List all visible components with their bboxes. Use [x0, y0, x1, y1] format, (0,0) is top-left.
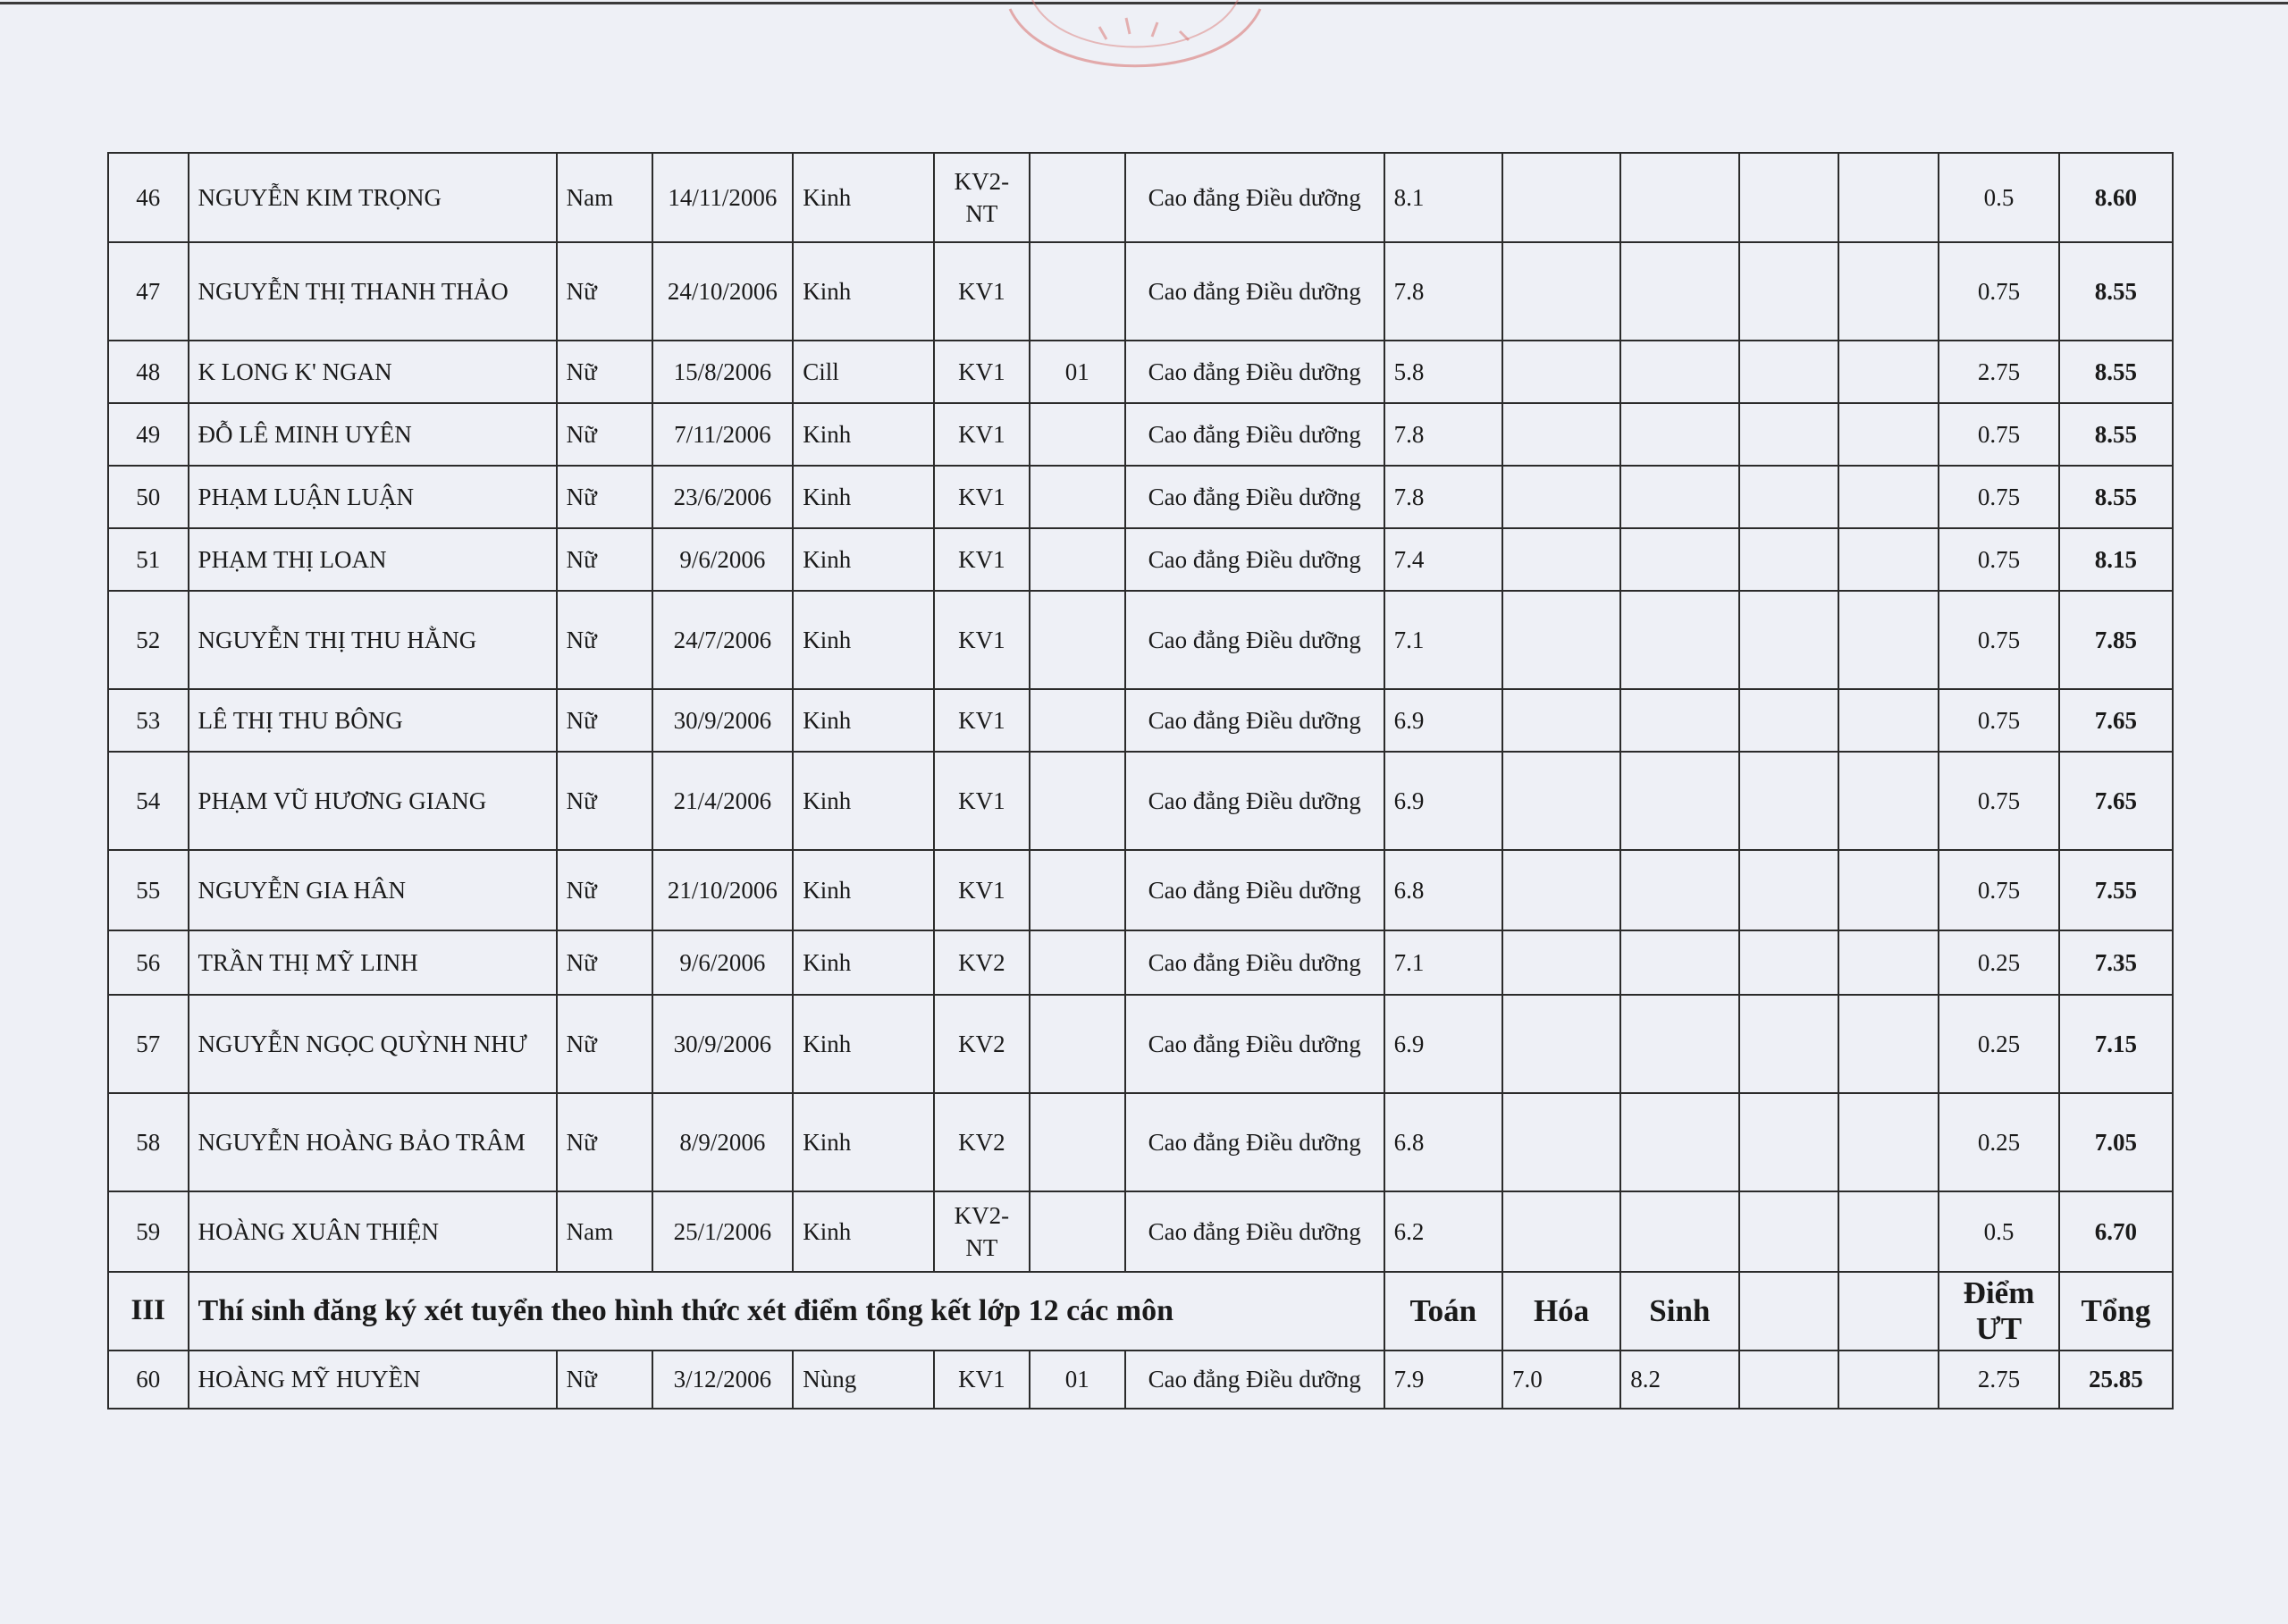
- gender-cell: Nữ: [557, 752, 652, 850]
- candidate-name: NGUYỄN GIA HÂN: [189, 850, 557, 930]
- gender-cell: Nữ: [557, 689, 652, 752]
- blank-cell-1: [1739, 689, 1839, 752]
- table-row: [108, 153, 2173, 242]
- row-number: 54: [108, 752, 189, 850]
- candidate-name: K LONG K' NGAN: [189, 341, 557, 403]
- score-subject-1: 6.9: [1384, 752, 1502, 850]
- total-score: 7.65: [2059, 752, 2173, 850]
- score-subject-3: 8.2: [1620, 1351, 1738, 1409]
- score-subject-3: [1620, 1093, 1738, 1191]
- candidate-name: NGUYỄN NGỌC QUỲNH NHƯ: [189, 995, 557, 1093]
- blank-cell-2: [1838, 403, 1939, 466]
- priority-object: [1030, 242, 1125, 341]
- blank-cell-1: [1739, 591, 1839, 689]
- ethnicity-cell: Kinh: [793, 1191, 934, 1272]
- blank-cell-2: [1838, 752, 1939, 850]
- blank-cell-2: [1838, 1351, 1939, 1409]
- blank-cell-2: [1838, 528, 1939, 591]
- major-name: Cao đẳng Điều dưỡng: [1125, 1093, 1384, 1191]
- priority-points: 0.25: [1939, 930, 2058, 995]
- score-subject-1: 7.8: [1384, 242, 1502, 341]
- ethnicity-cell: Kinh: [793, 466, 934, 528]
- score-subject-3: [1620, 930, 1738, 995]
- priority-object: 01: [1030, 341, 1125, 403]
- row-number: 47: [108, 242, 189, 341]
- table-row: [108, 930, 2173, 995]
- score-subject-3: [1620, 341, 1738, 403]
- priority-object: 01: [1030, 1351, 1125, 1409]
- major-name: Cao đẳng Điều dưỡng: [1125, 591, 1384, 689]
- score-subject-3: [1620, 850, 1738, 930]
- score-subject-1: 7.1: [1384, 591, 1502, 689]
- table-row: [108, 1093, 2173, 1191]
- blank-cell-2: [1838, 930, 1939, 995]
- priority-object: [1030, 930, 1125, 995]
- score-subject-1: 5.8: [1384, 341, 1502, 403]
- candidate-results-table: [107, 152, 2174, 1409]
- score-subject-1: 7.1: [1384, 930, 1502, 995]
- candidate-name: LÊ THỊ THU BÔNG: [189, 689, 557, 752]
- blank-cell-2: [1838, 689, 1939, 752]
- priority-object: [1030, 995, 1125, 1093]
- major-name: Cao đẳng Điều dưỡng: [1125, 689, 1384, 752]
- score-subject-2: [1502, 341, 1620, 403]
- birth-date: 15/8/2006: [652, 341, 794, 403]
- priority-points: 0.25: [1939, 995, 2058, 1093]
- gender-cell: Nữ: [557, 403, 652, 466]
- ethnicity-cell: Cill: [793, 341, 934, 403]
- column-header-s3: Sinh: [1620, 1272, 1738, 1351]
- score-subject-1: 6.9: [1384, 689, 1502, 752]
- birth-date: 24/7/2006: [652, 591, 794, 689]
- red-seal-stamp-icon: [992, 0, 1278, 80]
- priority-object: [1030, 1191, 1125, 1272]
- blank-cell-1: [1739, 403, 1839, 466]
- total-score: 25.85: [2059, 1351, 2173, 1409]
- gender-cell: Nữ: [557, 528, 652, 591]
- area-code: KV1: [934, 341, 1030, 403]
- blank-cell-2: [1838, 591, 1939, 689]
- ethnicity-cell: Kinh: [793, 242, 934, 341]
- ethnicity-cell: Kinh: [793, 752, 934, 850]
- blank-cell-2: [1838, 850, 1939, 930]
- candidate-name: PHẠM VŨ HƯƠNG GIANG: [189, 752, 557, 850]
- total-score: 8.60: [2059, 153, 2173, 242]
- row-number: 57: [108, 995, 189, 1093]
- candidate-name: NGUYỄN THỊ THANH THẢO: [189, 242, 557, 341]
- candidate-name: HOÀNG MỸ HUYỀN: [189, 1351, 557, 1409]
- ethnicity-cell: Kinh: [793, 930, 934, 995]
- score-subject-2: [1502, 591, 1620, 689]
- area-code: KV1: [934, 403, 1030, 466]
- row-number: 50: [108, 466, 189, 528]
- ethnicity-cell: Kinh: [793, 850, 934, 930]
- total-score: 7.15: [2059, 995, 2173, 1093]
- row-number: 60: [108, 1351, 189, 1409]
- priority-points: 0.75: [1939, 689, 2058, 752]
- table-row: [108, 528, 2173, 591]
- score-subject-1: 8.1: [1384, 153, 1502, 242]
- total-score: 7.85: [2059, 591, 2173, 689]
- section-header-row: [108, 1272, 2173, 1351]
- gender-cell: Nữ: [557, 466, 652, 528]
- area-code: KV1: [934, 242, 1030, 341]
- table-row: [108, 591, 2173, 689]
- table-row: [108, 995, 2173, 1093]
- score-subject-2: [1502, 850, 1620, 930]
- blank-cell-1: [1739, 752, 1839, 850]
- birth-date: 8/9/2006: [652, 1093, 794, 1191]
- row-number: 51: [108, 528, 189, 591]
- gender-cell: Nữ: [557, 995, 652, 1093]
- ethnicity-cell: Kinh: [793, 153, 934, 242]
- score-subject-1: 6.9: [1384, 995, 1502, 1093]
- birth-date: 9/6/2006: [652, 930, 794, 995]
- score-subject-2: [1502, 995, 1620, 1093]
- table-row: [108, 403, 2173, 466]
- score-subject-2: [1502, 930, 1620, 995]
- ethnicity-cell: Kinh: [793, 1093, 934, 1191]
- priority-object: [1030, 850, 1125, 930]
- blank-cell-1: [1739, 930, 1839, 995]
- major-name: Cao đẳng Điều dưỡng: [1125, 1191, 1384, 1272]
- score-subject-2: [1502, 153, 1620, 242]
- candidate-name: HOÀNG XUÂN THIỆN: [189, 1191, 557, 1272]
- row-number: 53: [108, 689, 189, 752]
- row-number: 46: [108, 153, 189, 242]
- total-score: 6.70: [2059, 1191, 2173, 1272]
- priority-points: 0.5: [1939, 1191, 2058, 1272]
- total-score: 7.65: [2059, 689, 2173, 752]
- gender-cell: Nữ: [557, 850, 652, 930]
- birth-date: 14/11/2006: [652, 153, 794, 242]
- area-code: KV1: [934, 466, 1030, 528]
- score-subject-1: 7.4: [1384, 528, 1502, 591]
- row-number: 52: [108, 591, 189, 689]
- row-number: 49: [108, 403, 189, 466]
- gender-cell: Nữ: [557, 1351, 652, 1409]
- priority-object: [1030, 528, 1125, 591]
- score-subject-3: [1620, 689, 1738, 752]
- priority-points: 2.75: [1939, 341, 2058, 403]
- ethnicity-cell: Kinh: [793, 528, 934, 591]
- score-subject-2: [1502, 752, 1620, 850]
- total-score: 7.55: [2059, 850, 2173, 930]
- score-subject-1: 6.2: [1384, 1191, 1502, 1272]
- blank-cell-1: [1739, 1191, 1839, 1272]
- column-header-priority: Điểm ƯT: [1939, 1272, 2058, 1351]
- blank-cell-1: [1739, 528, 1839, 591]
- score-subject-1: 7.8: [1384, 466, 1502, 528]
- priority-points: 0.5: [1939, 153, 2058, 242]
- candidate-name: NGUYỄN THỊ THU HẰNG: [189, 591, 557, 689]
- score-subject-2: [1502, 689, 1620, 752]
- blank-cell-1: [1739, 1351, 1839, 1409]
- gender-cell: Nữ: [557, 1093, 652, 1191]
- total-score: 7.05: [2059, 1093, 2173, 1191]
- major-name: Cao đẳng Điều dưỡng: [1125, 1351, 1384, 1409]
- total-score: 8.55: [2059, 466, 2173, 528]
- score-subject-1: 7.8: [1384, 403, 1502, 466]
- priority-points: 0.75: [1939, 591, 2058, 689]
- table-row: [108, 341, 2173, 403]
- birth-date: 3/12/2006: [652, 1351, 794, 1409]
- row-number: 56: [108, 930, 189, 995]
- candidate-name: NGUYỄN HOÀNG BẢO TRÂM: [189, 1093, 557, 1191]
- row-number: 58: [108, 1093, 189, 1191]
- candidate-name: PHẠM LUẬN LUẬN: [189, 466, 557, 528]
- score-subject-1: 6.8: [1384, 850, 1502, 930]
- ethnicity-cell: Nùng: [793, 1351, 934, 1409]
- gender-cell: Nữ: [557, 242, 652, 341]
- score-subject-3: [1620, 1191, 1738, 1272]
- blank-cell-1: [1739, 995, 1839, 1093]
- row-number: 59: [108, 1191, 189, 1272]
- priority-object: [1030, 153, 1125, 242]
- area-code: KV2: [934, 1093, 1030, 1191]
- major-name: Cao đẳng Điều dưỡng: [1125, 153, 1384, 242]
- area-code: KV2-NT: [934, 1191, 1030, 1272]
- birth-date: 23/6/2006: [652, 466, 794, 528]
- priority-object: [1030, 591, 1125, 689]
- blank-cell-2: [1838, 1191, 1939, 1272]
- priority-points: 0.75: [1939, 403, 2058, 466]
- row-number: 48: [108, 341, 189, 403]
- section-title: Thí sinh đăng ký xét tuyển theo hình thức xét điểm tổng kết lớp 12 các môn: [189, 1272, 1384, 1351]
- priority-points: 2.75: [1939, 1351, 2058, 1409]
- blank-cell-2: [1838, 341, 1939, 403]
- score-subject-2: [1502, 528, 1620, 591]
- score-subject-3: [1620, 752, 1738, 850]
- score-subject-3: [1620, 528, 1738, 591]
- candidate-name: NGUYỄN KIM TRỌNG: [189, 153, 557, 242]
- total-score: 7.35: [2059, 930, 2173, 995]
- table-row: [108, 242, 2173, 341]
- priority-points: 0.75: [1939, 850, 2058, 930]
- priority-points: 0.75: [1939, 528, 2058, 591]
- score-subject-3: [1620, 995, 1738, 1093]
- major-name: Cao đẳng Điều dưỡng: [1125, 528, 1384, 591]
- gender-cell: Nam: [557, 153, 652, 242]
- score-subject-2: 7.0: [1502, 1351, 1620, 1409]
- blank-cell-1: [1739, 1093, 1839, 1191]
- birth-date: 24/10/2006: [652, 242, 794, 341]
- table-row: [108, 1191, 2173, 1272]
- birth-date: 7/11/2006: [652, 403, 794, 466]
- blank-cell-2: [1838, 242, 1939, 341]
- area-code: KV2-NT: [934, 153, 1030, 242]
- priority-points: 0.75: [1939, 752, 2058, 850]
- birth-date: 9/6/2006: [652, 528, 794, 591]
- area-code: KV1: [934, 1351, 1030, 1409]
- priority-object: [1030, 403, 1125, 466]
- priority-object: [1030, 752, 1125, 850]
- gender-cell: Nữ: [557, 341, 652, 403]
- area-code: KV1: [934, 850, 1030, 930]
- column-header-blank-2: [1838, 1272, 1939, 1351]
- priority-object: [1030, 689, 1125, 752]
- total-score: 8.55: [2059, 341, 2173, 403]
- score-subject-2: [1502, 466, 1620, 528]
- ethnicity-cell: Kinh: [793, 403, 934, 466]
- score-subject-2: [1502, 403, 1620, 466]
- priority-points: 0.75: [1939, 466, 2058, 528]
- area-code: KV1: [934, 591, 1030, 689]
- section-number: III: [108, 1272, 189, 1351]
- area-code: KV1: [934, 752, 1030, 850]
- priority-points: 0.25: [1939, 1093, 2058, 1191]
- blank-cell-2: [1838, 1093, 1939, 1191]
- area-code: KV2: [934, 995, 1030, 1093]
- table-row: [108, 752, 2173, 850]
- total-score: 8.55: [2059, 403, 2173, 466]
- priority-points: 0.75: [1939, 242, 2058, 341]
- major-name: Cao đẳng Điều dưỡng: [1125, 403, 1384, 466]
- major-name: Cao đẳng Điều dưỡng: [1125, 850, 1384, 930]
- score-subject-2: [1502, 1093, 1620, 1191]
- total-score: 8.55: [2059, 242, 2173, 341]
- score-subject-1: 7.9: [1384, 1351, 1502, 1409]
- ethnicity-cell: Kinh: [793, 689, 934, 752]
- table-row: [108, 850, 2173, 930]
- blank-cell-2: [1838, 995, 1939, 1093]
- major-name: Cao đẳng Điều dưỡng: [1125, 341, 1384, 403]
- birth-date: 30/9/2006: [652, 689, 794, 752]
- birth-date: 21/10/2006: [652, 850, 794, 930]
- major-name: Cao đẳng Điều dưỡng: [1125, 752, 1384, 850]
- candidate-name: PHẠM THỊ LOAN: [189, 528, 557, 591]
- score-subject-3: [1620, 591, 1738, 689]
- table-row: [108, 689, 2173, 752]
- area-code: KV2: [934, 930, 1030, 995]
- score-subject-2: [1502, 1191, 1620, 1272]
- gender-cell: Nữ: [557, 930, 652, 995]
- score-subject-3: [1620, 466, 1738, 528]
- blank-cell-1: [1739, 466, 1839, 528]
- birth-date: 21/4/2006: [652, 752, 794, 850]
- column-header-s2: Hóa: [1502, 1272, 1620, 1351]
- column-header-s1: Toán: [1384, 1272, 1502, 1351]
- total-score: 8.15: [2059, 528, 2173, 591]
- birth-date: 30/9/2006: [652, 995, 794, 1093]
- priority-object: [1030, 466, 1125, 528]
- table-row: [108, 1351, 2173, 1409]
- score-subject-3: [1620, 242, 1738, 341]
- column-header-total: Tổng: [2059, 1272, 2173, 1351]
- blank-cell-2: [1838, 466, 1939, 528]
- table-row: [108, 466, 2173, 528]
- ethnicity-cell: Kinh: [793, 995, 934, 1093]
- priority-object: [1030, 1093, 1125, 1191]
- row-number: 55: [108, 850, 189, 930]
- area-code: KV1: [934, 528, 1030, 591]
- major-name: Cao đẳng Điều dưỡng: [1125, 995, 1384, 1093]
- blank-cell-1: [1739, 153, 1839, 242]
- candidate-name: ĐỖ LÊ MINH UYÊN: [189, 403, 557, 466]
- blank-cell-2: [1838, 153, 1939, 242]
- major-name: Cao đẳng Điều dưỡng: [1125, 466, 1384, 528]
- ethnicity-cell: Kinh: [793, 591, 934, 689]
- blank-cell-1: [1739, 341, 1839, 403]
- blank-cell-1: [1739, 850, 1839, 930]
- blank-cell-1: [1739, 242, 1839, 341]
- gender-cell: Nữ: [557, 591, 652, 689]
- gender-cell: Nam: [557, 1191, 652, 1272]
- major-name: Cao đẳng Điều dưỡng: [1125, 242, 1384, 341]
- score-subject-3: [1620, 153, 1738, 242]
- score-subject-3: [1620, 403, 1738, 466]
- score-subject-1: 6.8: [1384, 1093, 1502, 1191]
- major-name: Cao đẳng Điều dưỡng: [1125, 930, 1384, 995]
- area-code: KV1: [934, 689, 1030, 752]
- column-header-blank-1: [1739, 1272, 1839, 1351]
- score-subject-2: [1502, 242, 1620, 341]
- birth-date: 25/1/2006: [652, 1191, 794, 1272]
- candidate-name: TRẦN THỊ MỸ LINH: [189, 930, 557, 995]
